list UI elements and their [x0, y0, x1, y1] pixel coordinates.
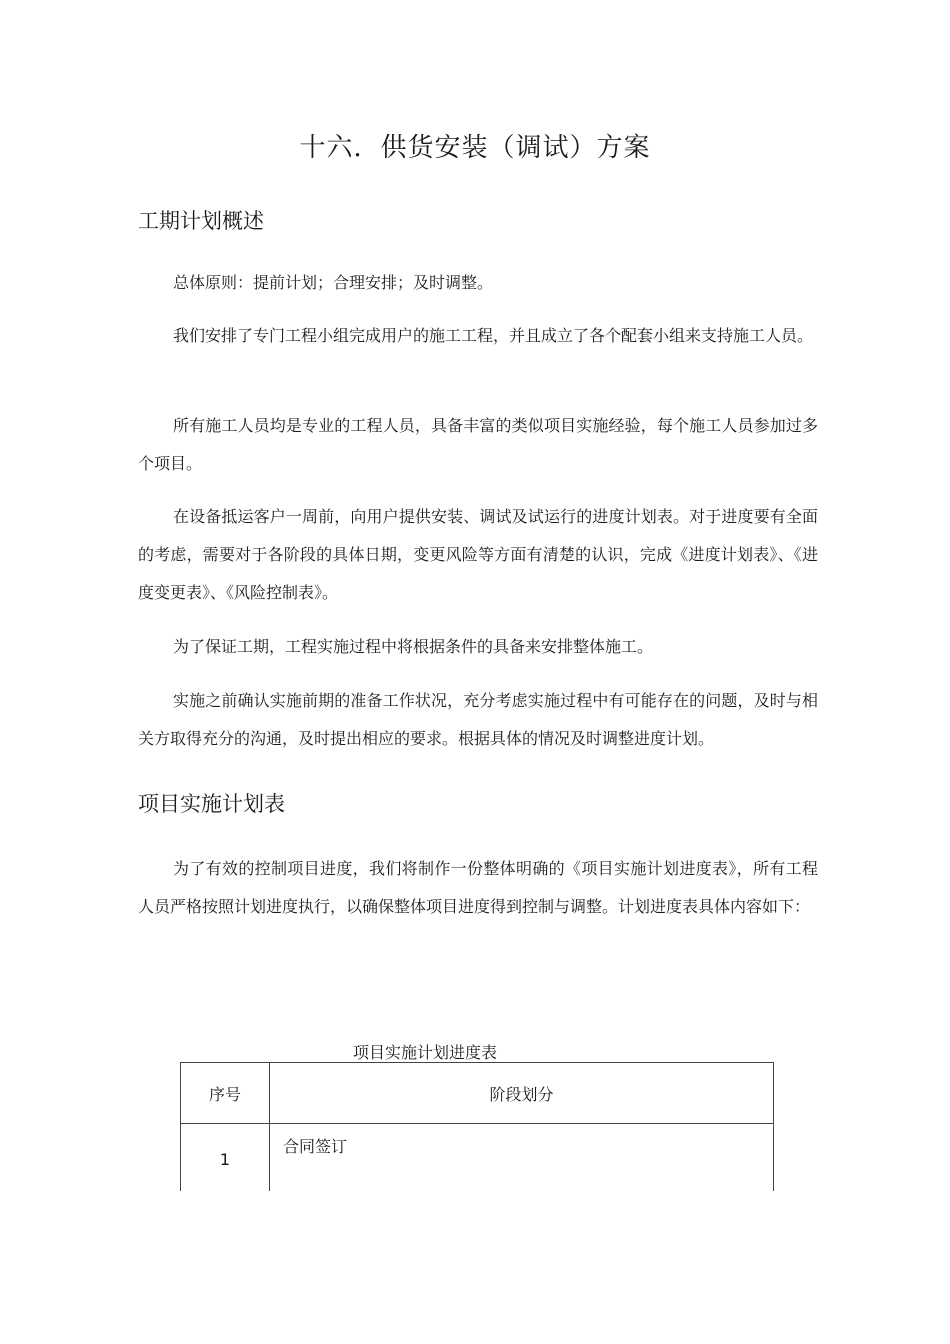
document-title: 十六．供货安装（调试）方案 [299, 133, 651, 163]
paragraph: 为了有效的控制项目进度，我们将制作一份整体明确的《项目实施计划进度表》，所有工程人员严格按照计划进度执行，以确保整体项目进度得到控制与调整。计划进度表具体内容如下： [138, 859, 818, 916]
section-heading-implementation-plan: 项目实施计划表 [138, 792, 285, 816]
table-header-row [181, 1063, 774, 1124]
paragraph: 实施之前确认实施前期的准备工作状况，充分考虑实施过程中有可能存在的问题，及时与相关方取得充分的沟通，及时提出相应的要求。根据具体的情况及时调整进度计划。 [138, 691, 818, 748]
table-caption: 项目实施计划进度表 [353, 1043, 498, 1062]
paragraph: 所有施工人员均是专业的工程人员，具备丰富的类似项目实施经验，每个施工人员参加过多个项目。 [138, 416, 818, 473]
table-cell-number: 1 [181, 1124, 270, 1192]
column-header-number: 序号 [181, 1063, 270, 1124]
table-cell-stage: 合同签订 [270, 1124, 774, 1192]
table-row [181, 1124, 774, 1192]
paragraph: 为了保证工期，工程实施过程中将根据条件的具备来安排整体施工。 [173, 637, 654, 656]
paragraph: 在设备抵运客户一周前，向用户提供安装、调试及试运行的进度计划表。对于进度要有全面的考虑，需要对于各阶段的具体日期，变更风险等方面有清楚的认识，完成《进度计划表》、《进度变更表》、《风险控制表》。 [138, 507, 818, 602]
section-heading-schedule-overview: 工期计划概述 [138, 209, 264, 233]
column-header-stage: 阶段划分 [270, 1063, 774, 1124]
paragraph: 我们安排了专门工程小组完成用户的施工工程，并且成立了各个配套小组来支持施工人员。 [173, 326, 814, 345]
paragraph: 总体原则：提前计划；合理安排；及时调整。 [173, 273, 494, 292]
implementation-plan-table [180, 1062, 774, 1191]
